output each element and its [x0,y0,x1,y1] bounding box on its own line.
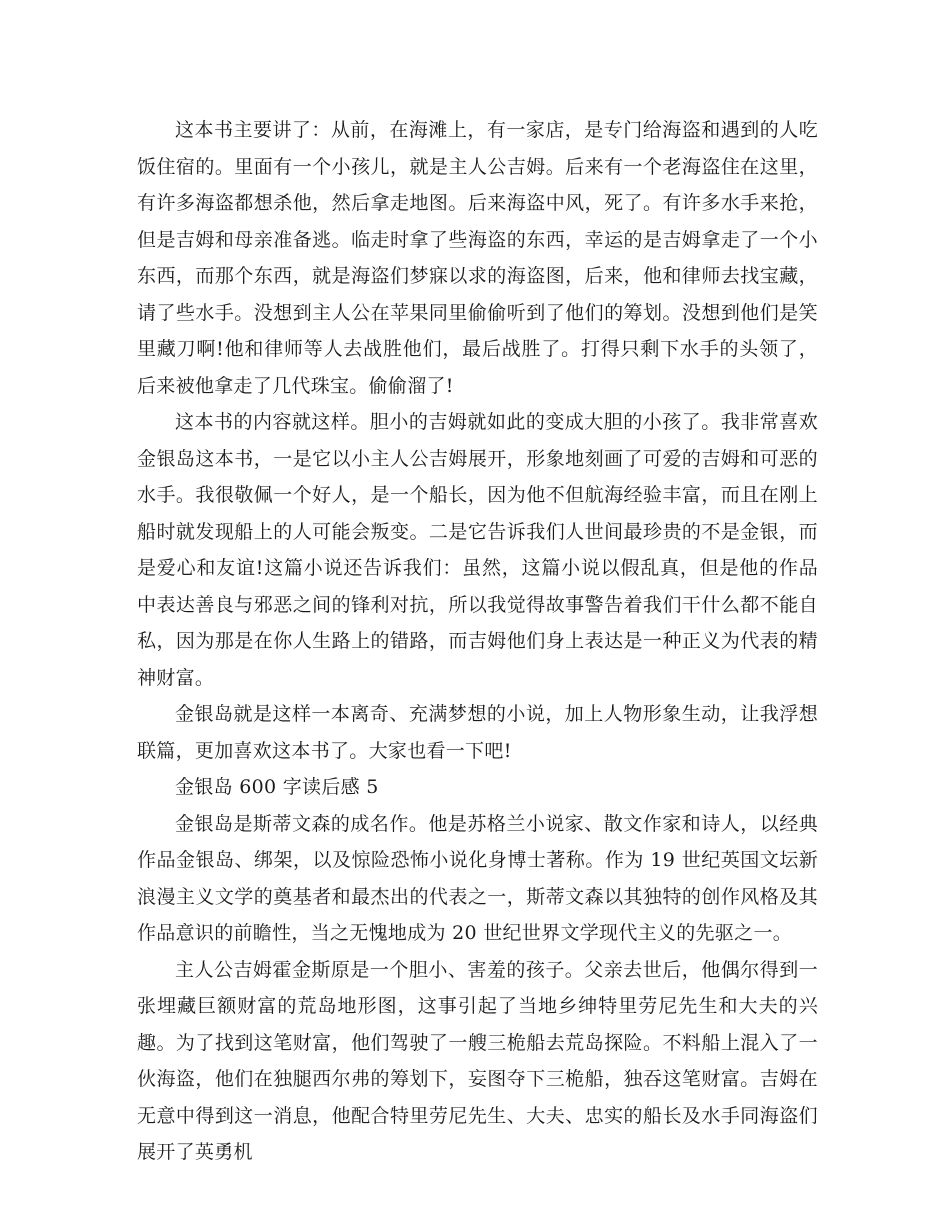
paragraph-summary: 这本书主要讲了：从前，在海滩上，有一家店，是专门给海盗和遇到的人吃饭住宿的。里面有一个小孩儿，就是主人公吉姆。后来有一个老海盗住在这里，有许多海盗都想杀他，然后拿走地图。后来海盗中风，死了。有许多水手来抢，但是吉姆和母亲准备逃。临走时拿了些海盗的东西，幸运的是吉姆拿走了一个小东西，而那个东西，就是海盗们梦寐以求的海盗图，后来，他和律师去找宝藏，请了些水手。没想到主人公在苹果同里偷偷听到了他们的筹划。没想到他们是笑里藏刀啊!他和律师等人去战胜他们，最后战胜了。打得只剩下水手的头领了，后来被他拿走了几代珠宝。偷偷溜了! [137,119,818,397]
paragraph-conclusion: 金银岛就是这样一本离奇、充满梦想的小说，加上人物形象生动，让我浮想联篇，更加喜欢这本书了。大家也看一下吧! [137,703,818,762]
document-body [137,112,818,1171]
section-heading: 金银岛 600 字读后感 5 [175,776,379,798]
paragraph-author: 金银岛是斯蒂文森的成名作。他是苏格兰小说家、散文作家和诗人，以经典作品金银岛、绑架，以及惊险恐怖小说化身博士著称。作为 19 世纪英国文坛新浪漫主义文学的奠基者和最杰出的代表之一，斯蒂文森以其独特的创作风格及其作品意识的前瞻性，当之无愧地成为 20 世纪世界文学现代主义的先驱之一。 [137,812,818,944]
paragraph-opinion: 这本书的内容就这样。胆小的吉姆就如此的变成大胆的小孩了。我非常喜欢金银岛这本书，一是它以小主人公吉姆展开，形象地刻画了可爱的吉姆和可恶的水手。我很敬佩一个好人，是一个船长，因为他不但航海经验丰富，而且在刚上船时就发现船上的人可能会叛变。二是它告诉我们人世间最珍贵的不是金银，而是爱心和友谊!这篇小说还告诉我们：虽然，这篇小说以假乱真，但是他的作品中表达善良与邪恶之间的锋利对抗，所以我觉得故事警告着我们干什么都不能自私，因为那是在你人生路上的错路，而吉姆他们身上表达是一种正义为代表的精神财富。 [137,411,818,689]
paragraph-plot: 主人公吉姆霍金斯原是一个胆小、害羞的孩子。父亲去世后，他偶尔得到一张埋藏巨额财富的荒岛地形图，这事引起了当地乡绅特里劳尼先生和大夫的兴趣。为了找到这笔财富，他们驾驶了一艘三桅船去荒岛探险。不料船上混入了一伙海盗，他们在独腿西尔弗的筹划下，妄图夺下三桅船，独吞这笔财富。吉姆在无意中得到这一消息，他配合特里劳尼先生、大夫、忠实的船长及水手同海盗们展开了英勇机 [137,958,818,1163]
